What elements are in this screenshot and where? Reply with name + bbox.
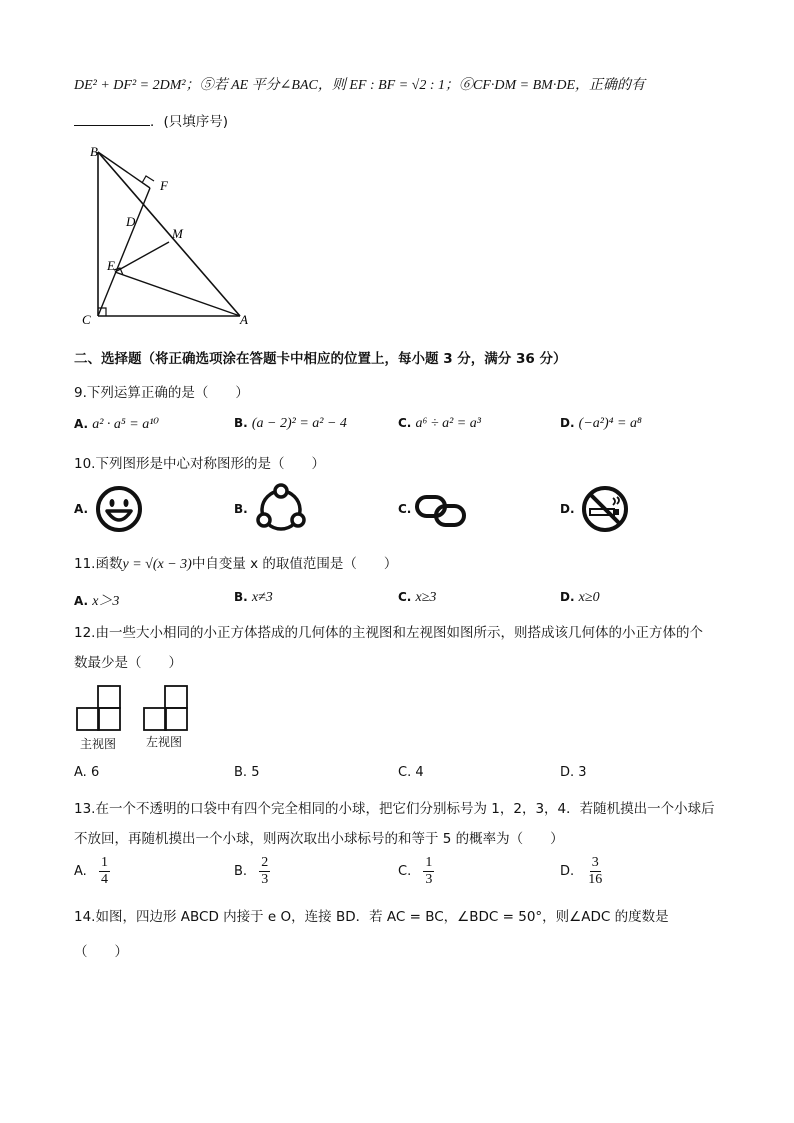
q8-line2: [74, 110, 228, 130]
q9-option-d[interactable]: D. (−a²)⁴ = a⁸: [560, 416, 642, 431]
q13-option-d[interactable]: D. $\frac{3}{16}$: [560, 855, 603, 887]
q11-stem: 11.函数y = √(x − 3)中自变量 x 的取值范围是（ ）: [74, 556, 398, 572]
no-smoking-icon: [580, 484, 630, 534]
label-m: M: [172, 226, 183, 241]
q13-option-a[interactable]: A. $\frac{1}{4}$: [74, 855, 108, 887]
q10-option-d-label[interactable]: D.: [560, 502, 575, 516]
label-f: F: [160, 178, 168, 193]
q10-option-b-label[interactable]: B.: [234, 502, 248, 516]
q12-option-a[interactable]: A. 6: [74, 765, 100, 780]
q8-line2-suffix: ．(只填序号): [150, 114, 229, 130]
recycle-nodes-icon: [254, 482, 308, 534]
right-angle-f: [142, 176, 154, 183]
q10-stem: 10.下列图形是中心对称图形的是（ ）: [74, 456, 325, 472]
label-a: A: [240, 312, 248, 327]
q13-line1: 13.在一个不透明的口袋中有四个完全相同的小球，把它们分别标号为 1，2，3，4．若随机摸出一个小球后: [74, 801, 715, 817]
section-title: 二、选择题（将正确选项涂在答题卡中相应的位置上，每小题 3 分，满分 36 分）: [74, 351, 567, 367]
q13-option-b[interactable]: B. $\frac{2}{3}$: [234, 855, 269, 887]
q9-option-b[interactable]: B. (a − 2)² = a² − 4: [234, 416, 347, 431]
smiley-face-icon: [94, 484, 144, 534]
chain-link-icon: [414, 494, 468, 528]
q13-line2: 不放回，再随机摸出一个小球，则两次取出小球标号的和等于 5 的概率为（ ）: [74, 831, 564, 847]
q8-line1: DE² + DF² = 2DM²；⑤若 AE 平分∠BAC，则 EF : BF = √2 : 1；⑥CF·DM = BM·DE，正确的有: [74, 78, 646, 93]
label-c: C: [82, 312, 91, 327]
q9-option-c[interactable]: C. a⁶ ÷ a² = a³: [398, 416, 481, 431]
q11-option-d[interactable]: D. x≥0: [560, 590, 600, 605]
q11-option-b[interactable]: B. x≠3: [234, 590, 273, 605]
q9-option-a[interactable]: A. a² · a⁵ = a¹⁰: [74, 417, 160, 432]
label-d: D: [126, 214, 136, 229]
left-view-label: 左视图: [146, 735, 183, 749]
q10-option-a-label[interactable]: A.: [74, 502, 89, 516]
q11-option-c[interactable]: C. x≥3: [398, 590, 437, 605]
line-cf: [98, 188, 150, 316]
left-view-figure: [143, 684, 193, 732]
q12-option-b[interactable]: B. 5: [234, 765, 260, 780]
q12-option-c[interactable]: C. 4: [398, 765, 424, 780]
front-view-figure: [76, 684, 126, 732]
q12-option-d[interactable]: D. 3: [560, 765, 587, 780]
q8-triangle-figure: [70, 140, 260, 330]
label-e: E: [107, 258, 115, 273]
q12-line2: 数最少是（ ）: [74, 655, 182, 671]
q9-stem: 9.下列运算正确的是（ ）: [74, 385, 249, 401]
front-view-label: 主视图: [80, 737, 117, 751]
answer-blank[interactable]: [74, 113, 150, 126]
label-b: B: [90, 144, 98, 159]
q14-line2: （ ）: [74, 944, 128, 960]
q12-line1: 12.由一些大小相同的小正方体搭成的几何体的主视图和左视图如图所示，则搭成该几何体的小正方体的个: [74, 625, 703, 641]
q14-line1: 14.如图，四边形 ABCD 内接于 e O，连接 BD．若 AC = BC，∠BDC = 50°，则∠ADC 的度数是: [74, 909, 669, 925]
q11-formula: y = √(x − 3): [122, 557, 192, 572]
line-em: [115, 242, 169, 272]
q10-option-c-label[interactable]: C.: [398, 502, 412, 516]
q11-option-a[interactable]: A. x＞3: [74, 594, 120, 609]
q13-option-c[interactable]: C. $\frac{1}{3}$: [398, 855, 433, 887]
